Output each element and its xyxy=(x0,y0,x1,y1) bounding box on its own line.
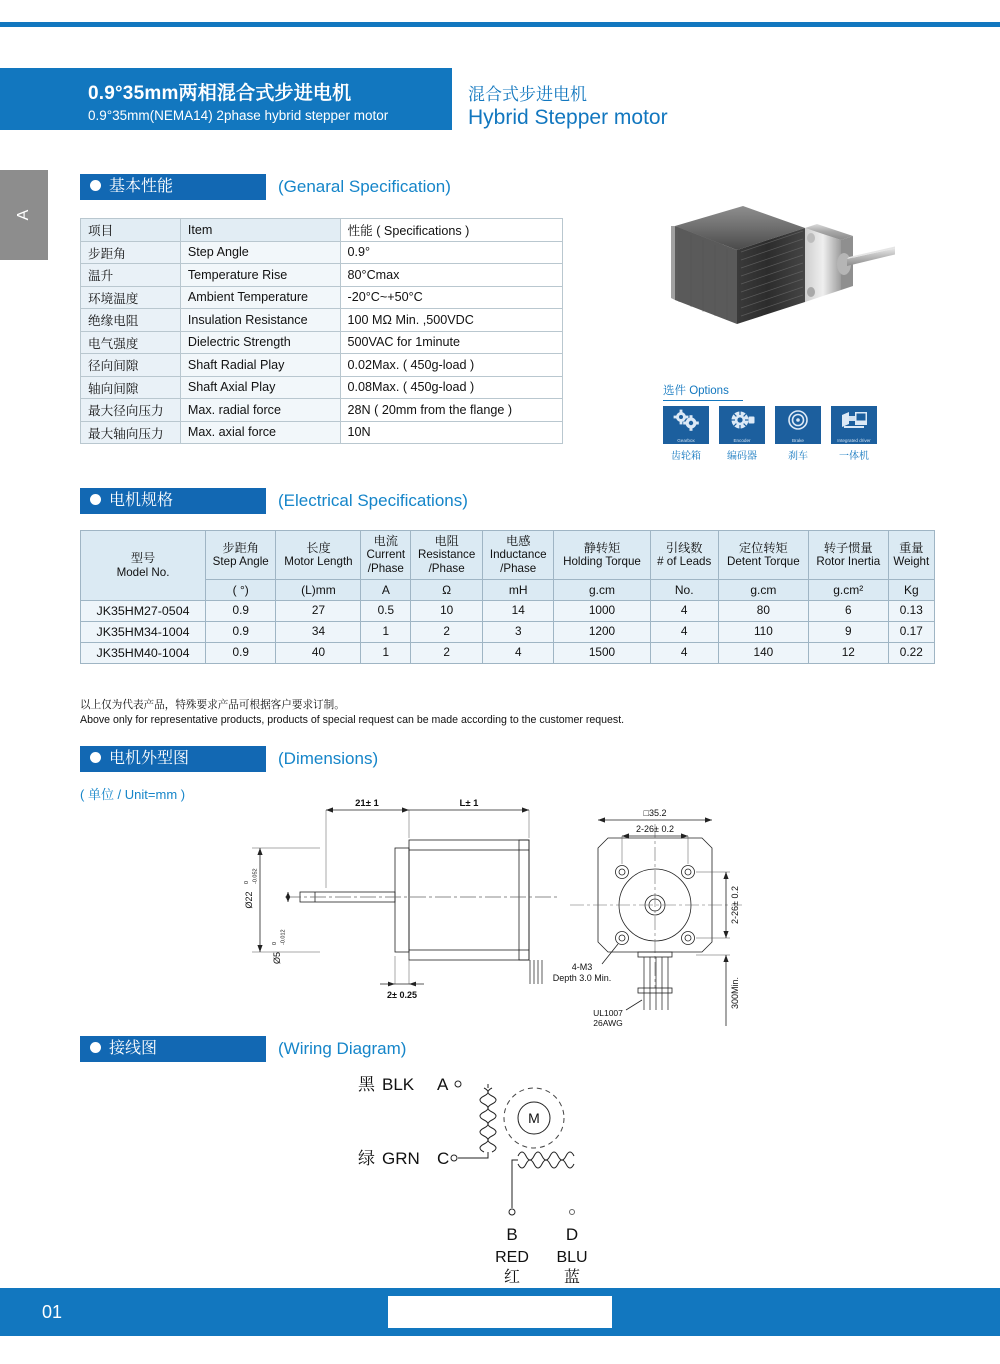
wire-d-en: BLU xyxy=(556,1249,588,1266)
electrical-data-cell: 0.5 xyxy=(361,600,411,621)
motor-symbol-label: M xyxy=(528,1110,540,1126)
dim-bolt-v: 2-26± 0.2 xyxy=(730,886,740,924)
electrical-unit-cell: g.cm xyxy=(718,579,808,600)
header-subtitle-en: Hybrid Stepper motor xyxy=(468,106,668,129)
table-row xyxy=(81,241,563,264)
general-spec-cell: 径向间隙 xyxy=(81,354,181,377)
electrical-unit-cell: g.cm xyxy=(554,579,650,600)
general-spec-cell: Dielectric Strength xyxy=(180,331,340,354)
dim-dia5-tol-top: 0 xyxy=(272,941,278,945)
table-row xyxy=(81,399,563,422)
electrical-data-cell: 40 xyxy=(276,642,361,663)
wire-b-pin: B xyxy=(506,1225,518,1244)
top-rule xyxy=(0,22,1000,27)
general-spec-cell: 0.9° xyxy=(340,241,562,264)
option-label-cn: 编码器 xyxy=(727,451,757,462)
electrical-header-cell xyxy=(411,531,483,580)
table-row xyxy=(81,376,563,399)
tap-label: 4-M3 xyxy=(571,962,593,972)
electrical-table-head xyxy=(81,531,935,601)
option-integrated-driver xyxy=(831,406,877,462)
general-spec-cell: 0.08Max. ( 450g-load ) xyxy=(340,376,562,399)
col-title-en: Detent Torque xyxy=(727,555,800,569)
electrical-header-cell xyxy=(718,531,808,580)
section-title-dimensions xyxy=(80,746,378,772)
col-title-en: Motor Length xyxy=(284,555,353,569)
section-label-wiring-cn: 接线图 xyxy=(109,1040,158,1057)
section-label-dimensions-cn: 电机外型图 xyxy=(109,750,190,767)
header-title-en: 0.9°35mm(NEMA14) 2phase hybrid stepper motor xyxy=(88,108,389,123)
electrical-header-cell xyxy=(483,531,554,580)
wire-c-cn: 绿 xyxy=(358,1149,375,1168)
model-number-cell: JK35HM40-1004 xyxy=(81,642,206,663)
electrical-specification-table xyxy=(80,530,935,664)
general-spec-body xyxy=(81,219,563,444)
electrical-data-cell: 2 xyxy=(411,621,483,642)
table-row xyxy=(81,286,563,309)
general-spec-cell: 0.02Max. ( 450g-load ) xyxy=(340,354,562,377)
option-label-cn: 刹车 xyxy=(788,451,808,462)
option-encoder xyxy=(719,406,765,462)
col-title-cn: 静转矩 xyxy=(583,540,621,555)
dim-dia5: Ø5 xyxy=(272,951,282,965)
col-title-en: Inductance /Phase xyxy=(489,548,547,576)
electrical-unit-cell: ( °) xyxy=(206,579,276,600)
encoder-disc-icon xyxy=(719,406,765,444)
section-badge-electrical xyxy=(80,488,266,514)
section-label-wiring-en: (Wiring Diagram) xyxy=(278,1039,407,1058)
col-title-cn: 步距角 xyxy=(222,540,259,555)
electrical-data-cell: 0.17 xyxy=(888,621,934,642)
table-row xyxy=(81,264,563,287)
electrical-data-cell: 9 xyxy=(808,621,888,642)
dim-bolt-h: 2-26± 0.2 xyxy=(636,824,674,834)
electrical-data-cell: 140 xyxy=(718,642,808,663)
dim-21: 21± 1 xyxy=(355,798,379,809)
electrical-unit-cell: (L)mm xyxy=(276,579,361,600)
electrical-data-cell: 0.13 xyxy=(888,600,934,621)
electrical-header-cell xyxy=(361,531,411,580)
model-number-cell: JK35HM34-1004 xyxy=(81,621,206,642)
section-badge-dimensions xyxy=(80,746,266,772)
electrical-data-cell: 2 xyxy=(411,642,483,663)
integrated-driver-icon xyxy=(831,406,877,444)
general-spec-cell: 10N xyxy=(340,421,562,444)
brake-circles-icon xyxy=(775,406,821,444)
electrical-header-cell xyxy=(206,531,276,580)
dimension-drawing xyxy=(230,788,750,1033)
section-label-electrical-cn: 电机规格 xyxy=(109,492,174,509)
bullet-dot-icon xyxy=(90,1042,101,1053)
wire-a-pin: A xyxy=(437,1075,449,1094)
col-title-cn: 重量 xyxy=(899,540,924,555)
option-caption: Gearbox xyxy=(677,438,695,443)
wire-c-en: GRN xyxy=(382,1149,420,1168)
electrical-data-cell: 1 xyxy=(361,642,411,663)
electrical-header-cell xyxy=(888,531,934,580)
col-title-en: Step Angle xyxy=(212,555,269,569)
table-row xyxy=(81,331,563,354)
dim-L: L± 1 xyxy=(459,798,479,809)
general-spec-cell: 绝缘电阻 xyxy=(81,309,181,332)
general-spec-cell: 28N ( 20mm from the flange ) xyxy=(340,399,562,422)
electrical-data-cell: 34 xyxy=(276,621,361,642)
wire-length-label: 300Min. xyxy=(730,976,740,1010)
col-title-cn: 型号 xyxy=(130,551,156,566)
section-badge-wiring xyxy=(80,1036,266,1062)
dim-dia5-tol-bot: -0.012 xyxy=(280,929,287,945)
electrical-header-cell xyxy=(276,531,361,580)
col-title-cn: 定位转矩 xyxy=(738,540,788,555)
electrical-data-cell: 4 xyxy=(483,642,554,663)
table-row xyxy=(81,600,935,621)
general-spec-cell: Shaft Radial Play xyxy=(180,354,340,377)
col-title-cn: 电流 xyxy=(373,534,398,548)
col-title-cn: 长度 xyxy=(306,540,331,555)
side-tab-label: A xyxy=(15,209,32,221)
electrical-data-cell: 0.9 xyxy=(206,621,276,642)
electrical-data-cell: 10 xyxy=(411,600,483,621)
general-spec-cell: 步距角 xyxy=(81,241,181,264)
electrical-data-cell: 4 xyxy=(650,642,718,663)
col-title-en: # of Leads xyxy=(657,555,712,569)
col-title-cn: 引线数 xyxy=(665,540,703,555)
table-note-en: Above only for representative products, products of special request can be made according to the customer request. xyxy=(80,714,625,727)
header-subtitle-cn: 混合式步进电机 xyxy=(468,85,587,104)
wire-spec-2: 26AWG xyxy=(593,1018,623,1028)
electrical-header-cell xyxy=(650,531,718,580)
option-brake xyxy=(775,406,821,462)
general-spec-header-cell: 项目 xyxy=(81,219,181,242)
col-title-cn: 转子惯量 xyxy=(823,540,873,555)
general-spec-cell: 100 MΩ Min. ,500VDC xyxy=(340,309,562,332)
electrical-units-row xyxy=(81,579,935,600)
section-label-electrical-en: (Electrical Specifications) xyxy=(278,491,468,510)
dimensions-unit-label: ( 单位 / Unit=mm ) xyxy=(80,787,186,802)
col-title-en: Current /Phase xyxy=(366,548,406,576)
general-specification-table xyxy=(80,218,563,444)
general-spec-cell: 最大轴向压力 xyxy=(81,421,181,444)
electrical-data-cell: 12 xyxy=(808,642,888,663)
option-caption: Brake xyxy=(791,438,804,443)
option-caption: Integrated driver xyxy=(837,438,871,443)
general-spec-cell: -20°C~+50°C xyxy=(340,286,562,309)
electrical-data-cell: 0.9 xyxy=(206,642,276,663)
table-row xyxy=(81,621,935,642)
option-label-cn: 齿轮箱 xyxy=(671,451,701,462)
general-spec-header-cell: Item xyxy=(180,219,340,242)
wiring-diagram xyxy=(340,1070,670,1285)
table-note xyxy=(80,698,624,728)
general-spec-cell: 电气强度 xyxy=(81,331,181,354)
wire-a-en: BLK xyxy=(382,1075,415,1094)
col-title-en: Rotor Inertia xyxy=(816,555,881,569)
general-spec-cell: 500VAC for 1minute xyxy=(340,331,562,354)
dim-square-352: □35.2 xyxy=(643,808,667,818)
general-spec-cell: Step Angle xyxy=(180,241,340,264)
electrical-data-cell: 3 xyxy=(483,621,554,642)
wire-a-cn: 黑 xyxy=(358,1075,375,1094)
electrical-unit-cell: g.cm² xyxy=(808,579,888,600)
electrical-header-cell xyxy=(554,531,650,580)
gears-icon xyxy=(663,406,709,444)
electrical-data-cell: 14 xyxy=(483,600,554,621)
electrical-data-cell: 6 xyxy=(808,600,888,621)
general-spec-header-cell: 性能 ( Specifications ) xyxy=(340,219,562,242)
section-label-general-cn: 基本性能 xyxy=(109,178,174,195)
general-spec-cell: 温升 xyxy=(81,264,181,287)
dim-dia22-tol-top: 0 xyxy=(244,880,250,884)
electrical-data-cell: 1 xyxy=(361,621,411,642)
table-row xyxy=(81,642,935,663)
section-badge-general xyxy=(80,174,266,200)
wire-b-cn: 红 xyxy=(503,1269,521,1285)
col-title-cn: 电感 xyxy=(506,534,531,548)
model-number-cell: JK35HM27-0504 xyxy=(81,600,206,621)
general-spec-cell: Shaft Axial Play xyxy=(180,376,340,399)
general-spec-cell: Insulation Resistance xyxy=(180,309,340,332)
col-title-en: Resistance /Phase xyxy=(417,548,476,576)
general-spec-cell: Max. axial force xyxy=(180,421,340,444)
general-spec-cell: 环境温度 xyxy=(81,286,181,309)
table-row xyxy=(81,354,563,377)
col-title-en: Model No. xyxy=(116,565,170,579)
general-spec-cell: Temperature Rise xyxy=(180,264,340,287)
electrical-data-cell: 27 xyxy=(276,600,361,621)
electrical-data-cell: 1500 xyxy=(554,642,650,663)
electrical-data-cell: 1200 xyxy=(554,621,650,642)
electrical-unit-cell: A xyxy=(361,579,411,600)
electrical-data-cell: 0.22 xyxy=(888,642,934,663)
general-spec-cell: Max. radial force xyxy=(180,399,340,422)
wire-c-pin: C xyxy=(437,1149,450,1168)
electrical-data-cell: 0.9 xyxy=(206,600,276,621)
electrical-header-row xyxy=(81,531,935,580)
col-title-en: Weight xyxy=(893,555,930,569)
table-note-cn: 以上仅为代表产品，特殊要求产品可根据客户要求订制。 xyxy=(80,699,345,711)
electrical-data-cell: 4 xyxy=(650,621,718,642)
side-tab-a xyxy=(0,170,48,260)
general-spec-cell: 最大径向压力 xyxy=(81,399,181,422)
section-label-general-en: (Genaral Specification) xyxy=(278,177,451,196)
col-title-en: Holding Torque xyxy=(563,555,641,569)
options-title: 选件 Options xyxy=(663,382,743,401)
page-number: 01 xyxy=(42,1302,63,1322)
electrical-unit-cell: Ω xyxy=(411,579,483,600)
electrical-table-body xyxy=(81,600,935,663)
electrical-unit-cell: Kg xyxy=(888,579,934,600)
wire-b-en: RED xyxy=(495,1249,529,1266)
section-label-dimensions-en: (Dimensions) xyxy=(278,749,379,768)
dim-dia22: Ø22 xyxy=(244,891,254,909)
table-row xyxy=(81,309,563,332)
electrical-unit-cell: mH xyxy=(483,579,554,600)
electrical-header-cell xyxy=(81,531,206,601)
electrical-data-cell: 80 xyxy=(718,600,808,621)
general-spec-cell: 轴向间隙 xyxy=(81,376,181,399)
electrical-header-cell xyxy=(808,531,888,580)
bullet-dot-icon xyxy=(90,494,101,505)
wire-spec-1: UL1007 xyxy=(593,1008,623,1018)
electrical-data-cell: 4 xyxy=(650,600,718,621)
general-spec-header-row xyxy=(81,219,563,242)
general-spec-cell: Ambient Temperature xyxy=(180,286,340,309)
table-row xyxy=(81,421,563,444)
header-title-cn: 0.9°35mm两相混合式步进电机 xyxy=(88,83,352,104)
wire-d-cn: 蓝 xyxy=(563,1269,581,1285)
motor-product-photo xyxy=(645,196,895,356)
options-row xyxy=(663,406,877,462)
footer-white-block xyxy=(388,1296,612,1328)
bullet-dot-icon xyxy=(90,752,101,763)
dim-2: 2± 0.25 xyxy=(387,990,417,1000)
col-title-cn: 电阻 xyxy=(434,534,459,548)
bullet-dot-icon xyxy=(90,180,101,191)
wire-d-pin: D xyxy=(565,1225,579,1244)
section-title-wiring xyxy=(80,1036,406,1062)
tap-depth-label: Depth 3.0 Min. xyxy=(552,973,612,983)
section-title-electrical xyxy=(80,488,468,514)
electrical-unit-cell: No. xyxy=(650,579,718,600)
option-gearbox xyxy=(663,406,709,462)
section-title-general xyxy=(80,174,451,200)
electrical-data-cell: 1000 xyxy=(554,600,650,621)
electrical-data-cell: 110 xyxy=(718,621,808,642)
option-label-cn: 一体机 xyxy=(839,451,869,462)
dim-dia22-tol-bot: -0.052 xyxy=(252,868,259,884)
bottom-rule xyxy=(0,1340,1000,1343)
option-caption: Encoder xyxy=(733,438,751,443)
general-spec-cell: 80°Cmax xyxy=(340,264,562,287)
